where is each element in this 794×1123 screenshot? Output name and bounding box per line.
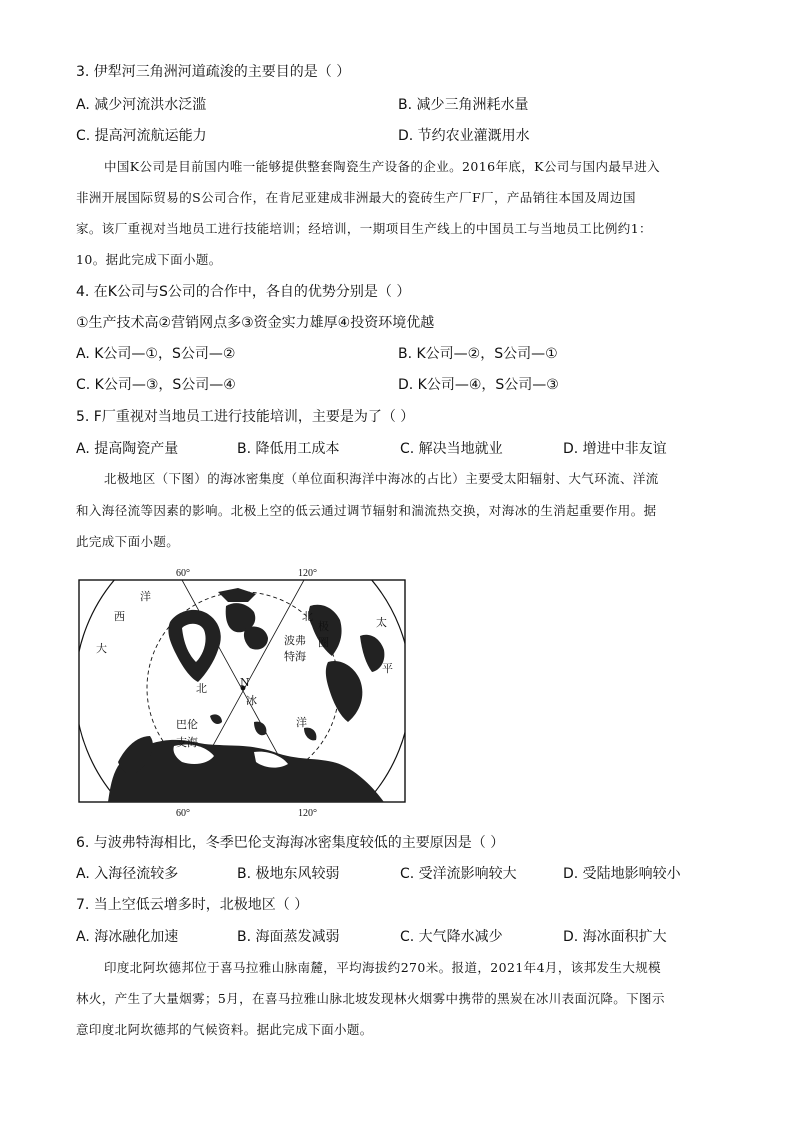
q6-option-d: D. 受陆地影响较小 [563, 866, 681, 882]
passage1-line-4: 10。据此完成下面小题。 [76, 252, 222, 267]
arctic-map [78, 566, 408, 818]
label-circle-bei: 北 [302, 610, 313, 623]
pole-label: N [240, 676, 250, 689]
label-beaufort-1: 波弗 [284, 634, 306, 647]
q4-option-b: B. K公司—②，S公司—① [398, 346, 558, 362]
q5-option-c: C. 解决当地就业 [400, 441, 503, 457]
q7-option-c: C. 大气降水减少 [400, 929, 503, 945]
passage3-line-2: 林火，产生了大量烟雾；5月，在喜马拉雅山脉北坡发现林火烟雾中携带的黑炭在冰川表面沉降。下图示 [76, 991, 665, 1006]
label-arctic-yang: 洋 [296, 716, 307, 729]
deg-top-left: 60° [176, 568, 190, 579]
q3-option-c: C. 提高河流航运能力 [76, 128, 207, 144]
q7-option-b: B. 海面蒸发减弱 [237, 929, 340, 945]
deg-bottom-right: 120° [298, 808, 317, 818]
label-atlantic-yang: 洋 [140, 590, 151, 603]
passage3-line-3: 意印度北阿坎德邦的气候资料。据此完成下面小题。 [76, 1022, 373, 1037]
q3-option-a: A. 减少河流洪水泛滥 [76, 97, 207, 113]
q7-option-a: A. 海冰融化加速 [76, 929, 179, 945]
q4-items: ①生产技术高②营销网点多③资金实力雄厚④投资环境优越 [76, 315, 435, 331]
q3-option-d: D. 节约农业灌溉用水 [398, 128, 530, 144]
label-atlantic-xi: 西 [114, 610, 125, 623]
label-arctic-bei: 北 [196, 682, 207, 695]
label-arctic-bing: 冰 [246, 694, 257, 707]
label-pacific-tai: 太 [376, 616, 387, 629]
label-circle-quan: 圈 [318, 636, 329, 649]
passage1-line-2: 非洲开展国际贸易的S公司合作，在肯尼亚建成非洲最大的瓷砖生产厂F厂，产品销往本国及周边国 [76, 190, 636, 205]
passage2-line-2: 和入海径流等因素的影响。北极上空的低云通过调节辐射和湍流热交换，对海冰的生消起重要作用。据 [76, 503, 657, 518]
deg-top-right: 120° [298, 568, 317, 579]
deg-bottom-left: 60° [176, 808, 190, 818]
q3-option-b: B. 减少三角洲耗水量 [398, 97, 529, 113]
q3-stem: 3. 伊犁河三角洲河道疏浚的主要目的是（ ） [76, 64, 351, 80]
label-circle-ji: 极 [318, 620, 329, 633]
q6-stem: 6. 与波弗特海相比，冬季巴伦支海海冰密集度较低的主要原因是（ ） [76, 835, 505, 851]
passage2-line-1: 北极地区（下图）的海冰密集度（单位面积海洋中海冰的占比）主要受太阳辐射、大气环流、洋流 [104, 471, 659, 486]
q7-option-d: D. 海冰面积扩大 [563, 929, 667, 945]
q5-option-a: A. 提高陶瓷产量 [76, 441, 179, 457]
passage2-line-3: 此完成下面小题。 [76, 534, 180, 549]
q4-option-d: D. K公司—④，S公司—③ [398, 377, 559, 393]
q7-stem: 7. 当上空低云增多时，北极地区（ ） [76, 897, 309, 913]
label-beaufort-2: 特海 [284, 650, 306, 663]
q4-option-c: C. K公司—③，S公司—④ [76, 377, 236, 393]
q6-option-c: C. 受洋流影响较大 [400, 866, 517, 882]
q5-option-b: B. 降低用工成本 [237, 441, 340, 457]
passage1-line-3: 家。该厂重视对当地员工进行技能培训；经培训，一期项目生产线上的中国员工与当地员工比例约1： [76, 221, 652, 236]
label-pacific-ping: 平 [382, 662, 393, 675]
label-barents-1: 巴伦 [176, 718, 198, 731]
q4-stem: 4. 在K公司与S公司的合作中，各自的优势分别是（ ） [76, 284, 411, 300]
passage1-line-1: 中国K公司是目前国内唯一能够提供整套陶瓷生产设备的企业。2016年底，K公司与国内最早进入 [104, 159, 660, 174]
q4-option-a: A. K公司—①，S公司—② [76, 346, 236, 362]
q5-option-d: D. 增进中非友谊 [563, 441, 667, 457]
q6-option-b: B. 极地东风较弱 [237, 866, 340, 882]
q5-stem: 5. F厂重视对当地员工进行技能培训，主要是为了（ ） [76, 409, 415, 425]
label-atlantic-da: 大 [96, 642, 107, 655]
label-barents-2: 支海 [176, 736, 198, 749]
passage3-line-1: 印度北阿坎德邦位于喜马拉雅山脉南麓，平均海拔约270米。报道，2021年4月，该邦发生大规模 [104, 960, 662, 975]
q6-option-a: A. 入海径流较多 [76, 866, 179, 882]
